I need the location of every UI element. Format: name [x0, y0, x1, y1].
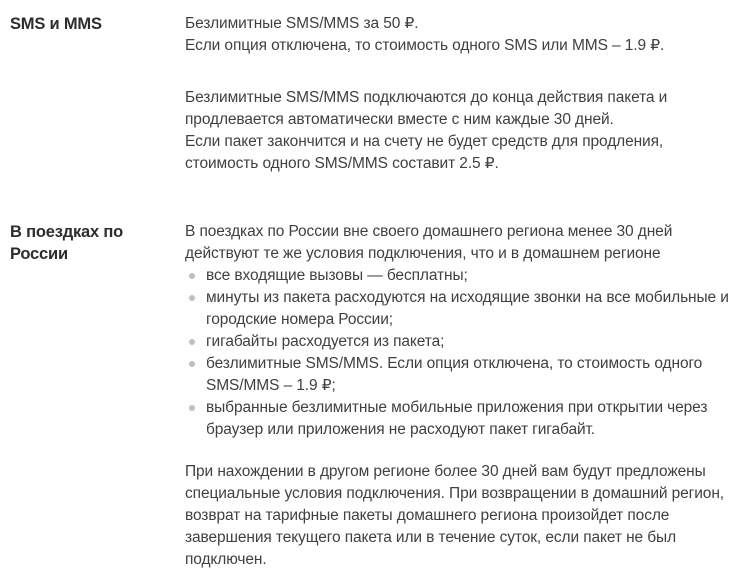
list-item-text: выбранные безлимитные мобильные приложения при открытии через браузер или приложения не расходуют пакет гигабайт. [206, 399, 708, 438]
paragraph-sms-price [185, 13, 733, 57]
list-item-text: безлимитные SMS/MMS. Если опция отключена, то стоимость одного SMS/MMS – 1.9 ₽; [206, 355, 703, 394]
bullet-icon [189, 339, 195, 345]
list-item [185, 287, 733, 331]
list-item [185, 397, 733, 441]
list-item [185, 331, 733, 353]
bullet-icon [189, 295, 195, 301]
bullet-icon [189, 405, 195, 411]
text-line: Если опция отключена, то стоимость одного SMS или MMS – 1.9 ₽. [185, 37, 665, 54]
section-label-travel-russia: В поездках по России [10, 223, 124, 263]
list-item [185, 353, 733, 397]
paragraph-sms-renewal [185, 87, 733, 175]
text-line: Если пакет закончится и на счету не будет средств для продления, стоимость одного SMS/MMS составит 2.5 ₽. [185, 133, 664, 172]
section-travel-russia [10, 221, 733, 571]
section-label-sms-mms: SMS и MMS [10, 15, 102, 33]
section-content-sms-mms [185, 13, 733, 175]
bullet-icon [189, 361, 195, 367]
list-item-text: минуты из пакета расходуются на исходящие звонки на все мобильные и городские номера России; [206, 289, 729, 328]
list-item-text: гигабайты расходуется из пакета; [206, 333, 445, 350]
paragraph-travel-closing: При нахождении в другом регионе более 30 дней вам будут предложены специальные условия подключения. При возвращении в домашний регион, возврат на тарифные пакеты домашнего региона произойдет после завершения текущего пакета или в течение суток, если пакет не был подключен. [185, 463, 724, 568]
list-item-text: все входящие вызовы — бесплатны; [206, 267, 468, 284]
text-line: Безлимитные SMS/MMS за 50 ₽. [185, 15, 419, 32]
section-content-travel-russia [185, 221, 733, 571]
section-sms-mms [10, 13, 733, 175]
text-line: Безлимитные SMS/MMS подключаются до конца действия пакета и продлевается автоматически вместе с ним каждые 30 дней. [185, 89, 668, 128]
list-item [185, 265, 733, 287]
paragraph-travel-intro: В поездках по России вне своего домашнего региона менее 30 дней действуют те же условия подключения, что и в домашнем регионе [185, 223, 673, 262]
travel-conditions-list [185, 265, 733, 441]
bullet-icon [189, 273, 195, 279]
